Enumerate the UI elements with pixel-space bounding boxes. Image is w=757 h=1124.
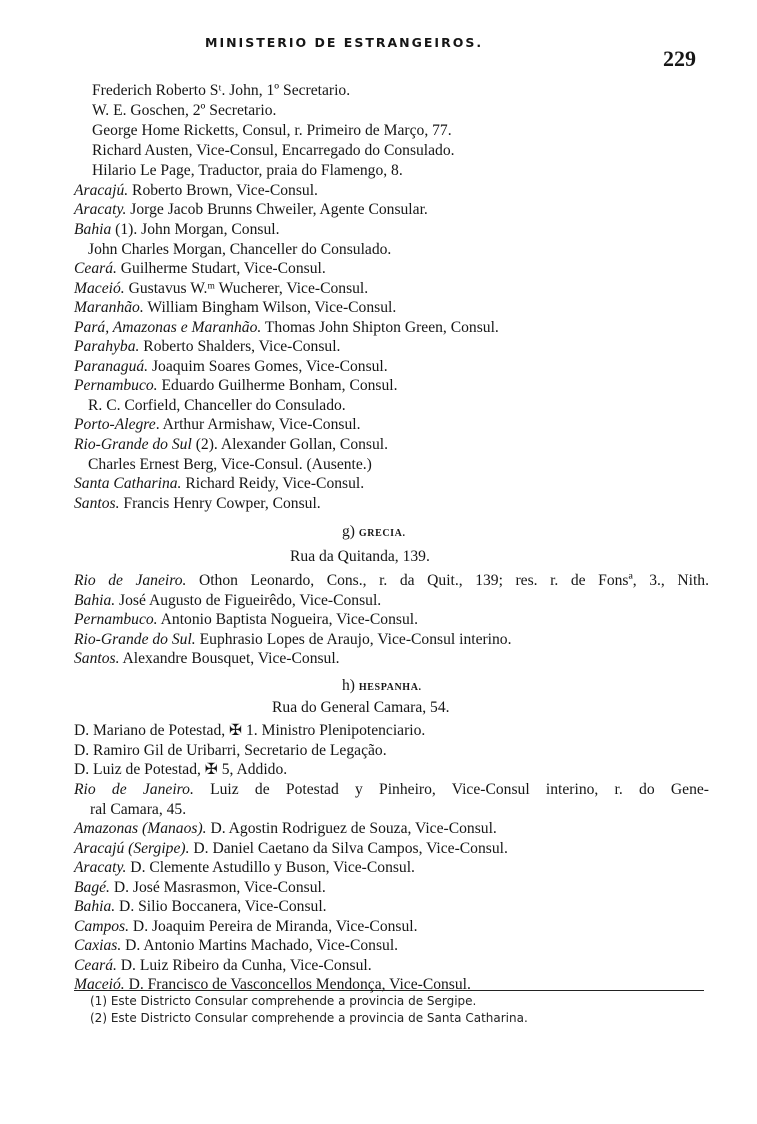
text-line: Rio-Grande do Sul (2). Alexander Gollan, Consul. bbox=[74, 436, 389, 453]
footnote-2: (2) Este Districto Consular comprehende a provincia de Santa Catharina. bbox=[90, 1011, 528, 1025]
text-line: Rua da Quitanda, 139. bbox=[290, 548, 430, 565]
text-line: W. E. Goschen, 2º Secretario. bbox=[92, 102, 277, 119]
text-line: ral Camara, 45. bbox=[90, 801, 187, 818]
footnote-1: (1) Este Districto Consular comprehende a provincia de Sergipe. bbox=[90, 994, 477, 1008]
text-line: Bahia. José Augusto de Figueirêdo, Vice-Consul. bbox=[74, 592, 382, 609]
text-line: Rio-Grande do Sul. Euphrasio Lopes de Araujo, Vice-Consul interino. bbox=[74, 631, 512, 648]
text-line: Aracaty. D. Clemente Astudillo y Buson, Vice-Consul. bbox=[74, 859, 415, 876]
text-line: Porto-Alegre. Arthur Armishaw, Vice-Consul. bbox=[74, 416, 361, 433]
footnote-rule bbox=[74, 990, 704, 991]
text-line: Hilario Le Page, Traductor, praia do Flamengo, 8. bbox=[92, 162, 403, 179]
text-line: Aracajú. Roberto Brown, Vice-Consul. bbox=[74, 182, 318, 199]
text-line: D. Ramiro Gil de Uribarri, Secretario de Legação. bbox=[74, 742, 387, 759]
text-line: Santos. Alexandre Bousquet, Vice-Consul. bbox=[74, 650, 340, 667]
text-line: Campos. D. Joaquim Pereira de Miranda, Vice-Consul. bbox=[74, 918, 418, 935]
text-line: Rua do General Camara, 54. bbox=[272, 699, 450, 716]
text-line: Paranaguá. Joaquim Soares Gomes, Vice-Consul. bbox=[74, 358, 388, 375]
text-line: Ceará. D. Luiz Ribeiro da Cunha, Vice-Consul. bbox=[74, 957, 372, 974]
text-line: Aracajú (Sergipe). D. Daniel Caetano da Silva Campos, Vice-Consul. bbox=[74, 840, 508, 857]
running-header: MINISTERIO DE ESTRANGEIROS. bbox=[205, 35, 484, 50]
text-line: Santa Catharina. Richard Reidy, Vice-Consul. bbox=[74, 475, 365, 492]
text-line: Bagé. D. José Masrasmon, Vice-Consul. bbox=[74, 879, 326, 896]
text-line: D. Luiz de Potestad, ✠ 5, Addido. bbox=[74, 761, 288, 778]
text-line: Maceió. Gustavus W.ᵐ Wucherer, Vice-Consul. bbox=[74, 280, 369, 297]
text-line: Amazonas (Manaos). D. Agostin Rodriguez de Souza, Vice-Consul. bbox=[74, 820, 497, 837]
text-line: R. C. Corfield, Chanceller do Consulado. bbox=[88, 397, 346, 414]
text-line: Caxias. D. Antonio Martins Machado, Vice-Consul. bbox=[74, 937, 399, 954]
text-line: Pernambuco. Eduardo Guilherme Bonham, Consul. bbox=[74, 377, 398, 394]
text-line: Santos. Francis Henry Cowper, Consul. bbox=[74, 495, 321, 512]
text-line: D. Mariano de Potestad, ✠ 1. Ministro Plenipotenciario. bbox=[74, 722, 426, 739]
text-line: Frederich Roberto Sᵗ. John, 1º Secretario. bbox=[92, 82, 351, 99]
text-line: Charles Ernest Berg, Vice-Consul. (Ausente.) bbox=[88, 456, 372, 473]
text-line: Bahia (1). John Morgan, Consul. bbox=[74, 221, 280, 238]
text-line: Maceió. D. Francisco de Vasconcellos Mendonça, Vice-Consul. bbox=[74, 976, 471, 993]
text-line: John Charles Morgan, Chanceller do Consulado. bbox=[88, 241, 392, 258]
text-line: George Home Ricketts, Consul, r. Primeiro de Março, 77. bbox=[92, 122, 452, 139]
text-line: Pernambuco. Antonio Baptista Nogueira, Vice-Consul. bbox=[74, 611, 418, 628]
text-line: Richard Austen, Vice-Consul, Encarregado do Consulado. bbox=[92, 142, 455, 159]
text-line: Pará, Amazonas e Maranhão. Thomas John Shipton Green, Consul. bbox=[74, 319, 499, 336]
page-number: 229 bbox=[663, 46, 696, 71]
text-line: Bahia. D. Silio Boccanera, Vice-Consul. bbox=[74, 898, 327, 915]
section-heading: g) GRECIA. bbox=[342, 523, 406, 540]
text-line: Parahyba. Roberto Shalders, Vice-Consul. bbox=[74, 338, 341, 355]
text-line: Rio de Janeiro. Othon Leonardo, Cons., r. da Quit., 139; res. r. de Fonsª, 3., Nith. bbox=[74, 572, 709, 589]
text-line: Maranhão. William Bingham Wilson, Vice-Consul. bbox=[74, 299, 397, 316]
text-line: Rio de Janeiro. Luiz de Potestad y Pinheiro, Vice-Consul interino, r. do Gene- bbox=[74, 781, 709, 798]
text-line: Aracaty. Jorge Jacob Brunns Chweiler, Agente Consular. bbox=[74, 201, 428, 218]
section-heading: h) HESPANHA. bbox=[342, 677, 422, 694]
text-line: Ceará. Guilherme Studart, Vice-Consul. bbox=[74, 260, 326, 277]
